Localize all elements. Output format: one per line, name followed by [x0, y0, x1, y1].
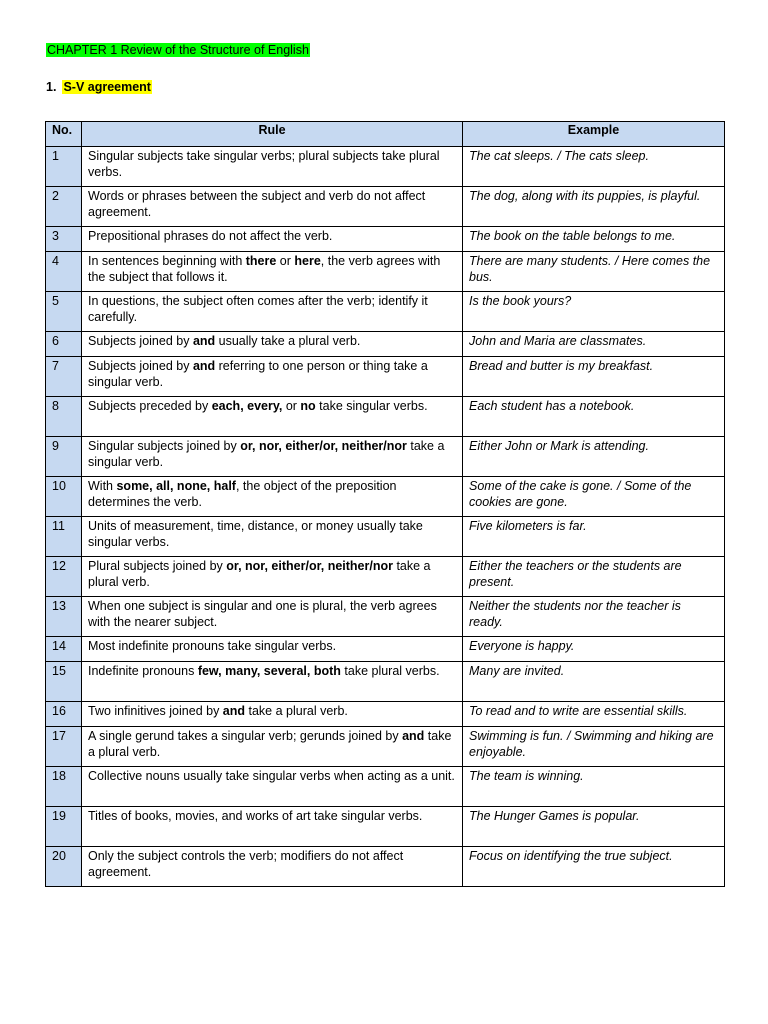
row-rule: [82, 847, 463, 887]
rule-text: or: [276, 254, 295, 268]
row-example: Five kilometers is far.: [463, 517, 725, 557]
rule-text: Units of measurement, time, distance, or money usually take singular verbs.: [88, 519, 423, 549]
rule-keyword: and: [402, 729, 425, 743]
rule-keyword: few, many, several, both: [197, 664, 341, 678]
rule-text: Subjects preceded by: [88, 399, 212, 413]
rule-keyword: or, nor, either/or, neither/nor: [240, 439, 407, 453]
rule-text: When one subject is singular and one is plural, the verb agrees with the nearer subject.: [88, 599, 437, 629]
row-example: Each student has a notebook.: [463, 397, 725, 437]
rule-keyword: no: [300, 399, 316, 413]
chapter-title: [46, 42, 310, 58]
row-rule: [82, 702, 463, 727]
table-body: [46, 147, 725, 887]
rule-text: Plural subjects joined by: [88, 559, 227, 573]
rule-text: Collective nouns usually take singular verbs when acting as a unit.: [88, 769, 455, 783]
row-number: 7: [46, 357, 82, 397]
table-row: [46, 557, 725, 597]
rule-text: , the object of the preposition determines the verb.: [88, 479, 397, 509]
rule-text: Titles of books, movies, and works of art take singular verbs.: [88, 809, 423, 823]
rule-keyword: and: [222, 704, 246, 718]
row-number: 2: [46, 187, 82, 227]
row-number: 4: [46, 252, 82, 292]
row-number: 5: [46, 292, 82, 332]
row-example: Focus on identifying the true subject.: [463, 847, 725, 887]
row-example: Is the book yours?: [463, 292, 725, 332]
row-rule: [82, 357, 463, 397]
rule-text: take a singular verb.: [88, 439, 445, 469]
table-row: [46, 227, 725, 252]
row-rule: [82, 637, 463, 662]
rule-text: Most indefinite pronouns take singular verbs.: [88, 639, 337, 653]
rule-text: In sentences beginning with: [88, 254, 246, 268]
row-rule: [82, 807, 463, 847]
table-row: [46, 187, 725, 227]
row-rule: [82, 662, 463, 702]
chapter-title-text: CHAPTER 1 Review of the Structure of English: [47, 43, 309, 57]
row-rule: [82, 332, 463, 357]
row-rule: [82, 397, 463, 437]
rule-keyword: some, all, none, half: [116, 479, 236, 493]
section-number: 1.: [46, 80, 57, 94]
row-rule: [82, 292, 463, 332]
row-example: The team is winning.: [463, 767, 725, 807]
row-number: 10: [46, 477, 82, 517]
row-example: The book on the table belongs to me.: [463, 227, 725, 252]
table-row: [46, 292, 725, 332]
row-rule: [82, 477, 463, 517]
rule-text: Subjects joined by: [88, 359, 193, 373]
row-example: Swimming is fun. / Swimming and hiking are enjoyable.: [463, 727, 725, 767]
row-rule: [82, 557, 463, 597]
row-number: 18: [46, 767, 82, 807]
table-row: [46, 357, 725, 397]
rule-keyword: each, every,: [211, 399, 283, 413]
row-number: 15: [46, 662, 82, 702]
row-number: 17: [46, 727, 82, 767]
table-row: [46, 597, 725, 637]
row-number: 6: [46, 332, 82, 357]
table-row: [46, 147, 725, 187]
row-number: 20: [46, 847, 82, 887]
row-example: There are many students. / Here comes the bus.: [463, 252, 725, 292]
row-example: John and Maria are classmates.: [463, 332, 725, 357]
row-example: Some of the cake is gone. / Some of the cookies are gone.: [463, 477, 725, 517]
row-rule: [82, 252, 463, 292]
rule-keyword: and: [192, 334, 216, 348]
row-example: Either the teachers or the students are present.: [463, 557, 725, 597]
table-row: [46, 437, 725, 477]
row-rule: [82, 767, 463, 807]
row-example: The Hunger Games is popular.: [463, 807, 725, 847]
row-number: 19: [46, 807, 82, 847]
table-row: [46, 637, 725, 662]
table-row: [46, 477, 725, 517]
rule-text: Singular subjects joined by: [88, 439, 241, 453]
rule-text: referring to one person or thing take a singular verb.: [88, 359, 428, 389]
row-example: The cat sleeps. / The cats sleep.: [463, 147, 725, 187]
rule-text: Singular subjects take singular verbs; plural subjects take plural verbs.: [88, 149, 440, 179]
rule-keyword: here: [294, 254, 321, 268]
table-row: [46, 847, 725, 887]
rule-text: or: [282, 399, 301, 413]
row-number: 14: [46, 637, 82, 662]
row-example: Either John or Mark is attending.: [463, 437, 725, 477]
rule-text: , the verb agrees with the subject that follows it.: [88, 254, 441, 284]
rule-text: A single gerund takes a singular verb; gerunds joined by: [88, 729, 403, 743]
section-heading: [46, 79, 152, 95]
rule-keyword: or, nor, either/or, neither/nor: [226, 559, 393, 573]
rule-text: Prepositional phrases do not affect the verb.: [88, 229, 333, 243]
row-number: 12: [46, 557, 82, 597]
rule-text: usually take a plural verb.: [215, 334, 361, 348]
row-example: Everyone is happy.: [463, 637, 725, 662]
row-example: Bread and butter is my breakfast.: [463, 357, 725, 397]
row-example: Neither the students nor the teacher is ready.: [463, 597, 725, 637]
row-rule: [82, 597, 463, 637]
table-row: [46, 662, 725, 702]
table-row: [46, 767, 725, 807]
row-rule: [82, 187, 463, 227]
row-number: 16: [46, 702, 82, 727]
table-row: [46, 517, 725, 557]
sv-agreement-table: [45, 121, 725, 887]
table-header-row: [46, 122, 725, 147]
row-rule: [82, 517, 463, 557]
row-number: 3: [46, 227, 82, 252]
header-rule: Rule: [82, 122, 463, 147]
rule-text: In questions, the subject often comes after the verb; identify it carefully.: [88, 294, 428, 324]
row-number: 1: [46, 147, 82, 187]
row-example: To read and to write are essential skills.: [463, 702, 725, 727]
rule-keyword: and: [192, 359, 216, 373]
rule-text: take plural verbs.: [340, 664, 440, 678]
row-example: Many are invited.: [463, 662, 725, 702]
rule-text: take a plural verb.: [245, 704, 348, 718]
table-row: [46, 332, 725, 357]
rule-text: Subjects joined by: [88, 334, 193, 348]
row-rule: [82, 437, 463, 477]
rule-text: With: [88, 479, 117, 493]
table-row: [46, 807, 725, 847]
row-rule: [82, 227, 463, 252]
header-no: No.: [46, 122, 82, 147]
rule-text: Only the subject controls the verb; modifiers do not affect agreement.: [88, 849, 404, 879]
row-number: 9: [46, 437, 82, 477]
rule-keyword: there: [245, 254, 277, 268]
rule-text: Words or phrases between the subject and verb do not affect agreement.: [88, 189, 426, 219]
row-number: 13: [46, 597, 82, 637]
row-number: 8: [46, 397, 82, 437]
rule-text: take a plural verb.: [88, 729, 452, 759]
table-row: [46, 397, 725, 437]
table-row: [46, 252, 725, 292]
row-number: 11: [46, 517, 82, 557]
rule-text: Indefinite pronouns: [88, 664, 198, 678]
row-rule: [82, 147, 463, 187]
rule-text: take a plural verb.: [88, 559, 431, 589]
rule-text: take singular verbs.: [315, 399, 428, 413]
table-row: [46, 702, 725, 727]
section-title: S-V agreement: [63, 80, 151, 94]
header-example: Example: [463, 122, 725, 147]
table-row: [46, 727, 725, 767]
row-rule: [82, 727, 463, 767]
row-example: The dog, along with its puppies, is playful.: [463, 187, 725, 227]
rule-text: Two infinitives joined by: [88, 704, 223, 718]
